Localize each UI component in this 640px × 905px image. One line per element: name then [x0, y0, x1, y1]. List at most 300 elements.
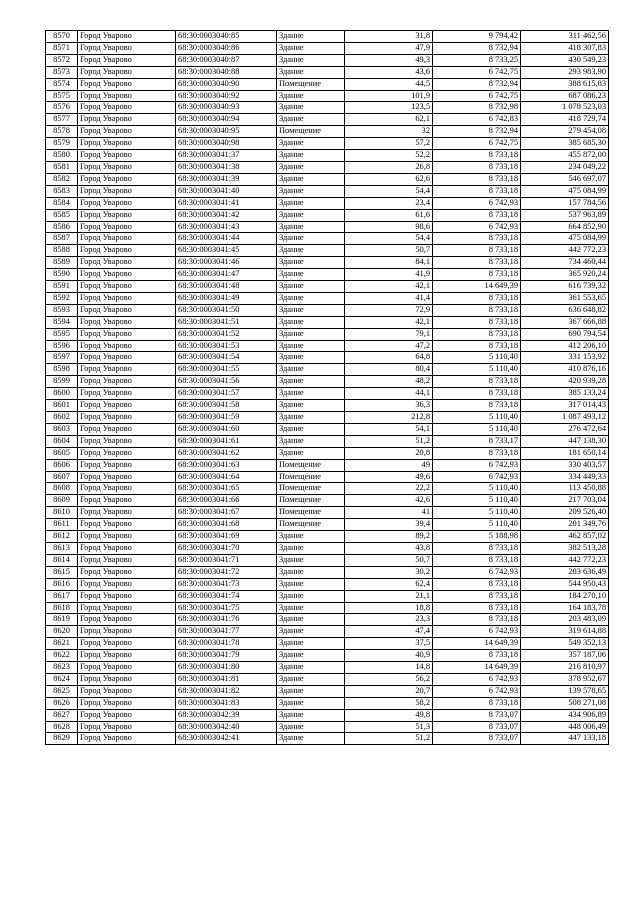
area-cell: 39,4: [345, 519, 433, 531]
settlement-cell: Город Уварово: [78, 173, 176, 185]
cadastral-value-cell: 418 729,74: [521, 114, 609, 126]
area-cell: 49,6: [345, 471, 433, 483]
cadastral-value-cell: 217 703,04: [521, 495, 609, 507]
specific-value-cell: 6 742,93: [433, 566, 521, 578]
area-cell: 44,1: [345, 388, 433, 400]
cadastral-value-cell: 636 648,82: [521, 304, 609, 316]
settlement-cell: Город Уварово: [78, 507, 176, 519]
settlement-cell: Город Уварово: [78, 78, 176, 90]
cadastral-number-cell: 68:30:0003041:71: [176, 554, 277, 566]
cadastral-number-cell: 68:30:0003041:82: [176, 685, 277, 697]
area-cell: 23,4: [345, 197, 433, 209]
cadastral-value-cell: 357 187,06: [521, 650, 609, 662]
cadastral-value-cell: 157 784,56: [521, 197, 609, 209]
row-number-cell: 8611: [46, 519, 78, 531]
table-row: [46, 245, 609, 257]
specific-value-cell: 14 649,39: [433, 281, 521, 293]
specific-value-cell: 8 733,18: [433, 578, 521, 590]
object-type-cell: Здание: [277, 185, 345, 197]
row-number-cell: 8594: [46, 316, 78, 328]
table-row: [46, 447, 609, 459]
cadastral-number-cell: 68:30:0003041:56: [176, 376, 277, 388]
table-row: [46, 78, 609, 90]
area-cell: 80,4: [345, 364, 433, 376]
settlement-cell: Город Уварово: [78, 388, 176, 400]
cadastral-value-cell: 388 615,83: [521, 78, 609, 90]
area-cell: 43,6: [345, 66, 433, 78]
area-cell: 37,5: [345, 638, 433, 650]
specific-value-cell: 5 110,40: [433, 483, 521, 495]
settlement-cell: Город Уварово: [78, 197, 176, 209]
object-type-cell: Здание: [277, 709, 345, 721]
settlement-cell: Город Уварово: [78, 364, 176, 376]
area-cell: 41,4: [345, 292, 433, 304]
specific-value-cell: 8 732,98: [433, 102, 521, 114]
table-row: [46, 138, 609, 150]
area-cell: 62,4: [345, 578, 433, 590]
row-number-cell: 8572: [46, 54, 78, 66]
row-number-cell: 8580: [46, 150, 78, 162]
settlement-cell: Город Уварово: [78, 590, 176, 602]
row-number-cell: 8577: [46, 114, 78, 126]
area-cell: 58,2: [345, 697, 433, 709]
object-type-cell: Здание: [277, 447, 345, 459]
cadastral-number-cell: 68:30:0003041:72: [176, 566, 277, 578]
cadastral-value-cell: 234 049,22: [521, 161, 609, 173]
row-number-cell: 8623: [46, 662, 78, 674]
cadastral-number-cell: 68:30:0003041:39: [176, 173, 277, 185]
table-row: [46, 459, 609, 471]
cadastral-value-cell: 385 133,24: [521, 388, 609, 400]
row-number-cell: 8576: [46, 102, 78, 114]
area-cell: 98,6: [345, 221, 433, 233]
cadastral-value-cell: 203 636,49: [521, 566, 609, 578]
specific-value-cell: 8 733,17: [433, 435, 521, 447]
area-cell: 49,8: [345, 709, 433, 721]
specific-value-cell: 5 110,40: [433, 364, 521, 376]
cadastral-value-cell: 418 307,83: [521, 42, 609, 54]
cadastral-value-cell: 442 772,23: [521, 245, 609, 257]
table-row: [46, 423, 609, 435]
table-row: [46, 495, 609, 507]
cadastral-value-cell: 331 153,92: [521, 352, 609, 364]
object-type-cell: Здание: [277, 233, 345, 245]
settlement-cell: Город Уварово: [78, 685, 176, 697]
row-number-cell: 8629: [46, 733, 78, 745]
table-row: [46, 173, 609, 185]
settlement-cell: Город Уварово: [78, 257, 176, 269]
area-cell: 23,3: [345, 614, 433, 626]
cadastral-value-cell: 319 614,88: [521, 626, 609, 638]
cadastral-value-cell: 382 513,28: [521, 542, 609, 554]
object-type-cell: Здание: [277, 590, 345, 602]
document-page: [45, 30, 609, 745]
cadastral-value-cell: 430 549,23: [521, 54, 609, 66]
row-number-cell: 8622: [46, 650, 78, 662]
table-row: [46, 554, 609, 566]
cadastral-value-cell: 385 685,30: [521, 138, 609, 150]
cadastral-number-cell: 68:30:0003040:86: [176, 42, 277, 54]
specific-value-cell: 8 733,18: [433, 150, 521, 162]
specific-value-cell: 8 733,18: [433, 447, 521, 459]
specific-value-cell: 8 733,18: [433, 209, 521, 221]
row-number-cell: 8595: [46, 328, 78, 340]
cadastral-value-cell: 475 084,99: [521, 233, 609, 245]
object-type-cell: Здание: [277, 388, 345, 400]
object-type-cell: Помещение: [277, 78, 345, 90]
area-cell: 51,2: [345, 733, 433, 745]
table-row: [46, 733, 609, 745]
cadastral-value-cell: 276 472,64: [521, 423, 609, 435]
cadastral-number-cell: 68:30:0003041:44: [176, 233, 277, 245]
settlement-cell: Город Уварово: [78, 126, 176, 138]
table-row: [46, 566, 609, 578]
cadastral-number-cell: 68:30:0003041:63: [176, 459, 277, 471]
object-type-cell: Здание: [277, 66, 345, 78]
cadastral-number-cell: 68:30:0003041:73: [176, 578, 277, 590]
settlement-cell: Город Уварово: [78, 328, 176, 340]
specific-value-cell: 8 733,18: [433, 697, 521, 709]
settlement-cell: Город Уварово: [78, 400, 176, 412]
table-row: [46, 185, 609, 197]
object-type-cell: Здание: [277, 31, 345, 43]
cadastral-number-cell: 68:30:0003040:88: [176, 66, 277, 78]
object-type-cell: Здание: [277, 733, 345, 745]
cadastral-value-cell: 410 876,16: [521, 364, 609, 376]
specific-value-cell: 6 742,75: [433, 90, 521, 102]
area-cell: 84,1: [345, 257, 433, 269]
settlement-cell: Город Уварово: [78, 459, 176, 471]
row-number-cell: 8625: [46, 685, 78, 697]
row-number-cell: 8597: [46, 352, 78, 364]
object-type-cell: Помещение: [277, 507, 345, 519]
settlement-cell: Город Уварово: [78, 554, 176, 566]
specific-value-cell: 6 742,75: [433, 138, 521, 150]
table-row: [46, 507, 609, 519]
settlement-cell: Город Уварово: [78, 471, 176, 483]
cadastral-value-cell: 734 460,44: [521, 257, 609, 269]
settlement-cell: Город Уварово: [78, 495, 176, 507]
settlement-cell: Город Уварово: [78, 626, 176, 638]
settlement-cell: Город Уварово: [78, 150, 176, 162]
specific-value-cell: 8 733,18: [433, 340, 521, 352]
object-type-cell: Помещение: [277, 483, 345, 495]
area-cell: 36,3: [345, 400, 433, 412]
area-cell: 49: [345, 459, 433, 471]
settlement-cell: Город Уварово: [78, 138, 176, 150]
cadastral-value-cell: 690 794,54: [521, 328, 609, 340]
cadastral-number-cell: 68:30:0003041:58: [176, 400, 277, 412]
object-type-cell: Здание: [277, 209, 345, 221]
row-number-cell: 8584: [46, 197, 78, 209]
row-number-cell: 8585: [46, 209, 78, 221]
table-row: [46, 578, 609, 590]
settlement-cell: Город Уварово: [78, 233, 176, 245]
specific-value-cell: 5 110,40: [433, 507, 521, 519]
specific-value-cell: 14 649,39: [433, 638, 521, 650]
specific-value-cell: 8 733,18: [433, 554, 521, 566]
row-number-cell: 8602: [46, 412, 78, 424]
specific-value-cell: 8 733,07: [433, 709, 521, 721]
specific-value-cell: 6 742,75: [433, 66, 521, 78]
cadastral-number-cell: 68:30:0003041:69: [176, 531, 277, 543]
table-row: [46, 471, 609, 483]
cadastral-number-cell: 68:30:0003041:48: [176, 281, 277, 293]
specific-value-cell: 8 733,18: [433, 316, 521, 328]
area-cell: 50,7: [345, 554, 433, 566]
cadastral-number-cell: 68:30:0003041:41: [176, 197, 277, 209]
cadastral-value-cell: 181 650,14: [521, 447, 609, 459]
row-number-cell: 8596: [46, 340, 78, 352]
area-cell: 47,4: [345, 626, 433, 638]
specific-value-cell: 8 733,18: [433, 233, 521, 245]
settlement-cell: Город Уварово: [78, 721, 176, 733]
settlement-cell: Город Уварово: [78, 673, 176, 685]
settlement-cell: Город Уварово: [78, 161, 176, 173]
cadastral-number-cell: 68:30:0003041:74: [176, 590, 277, 602]
object-type-cell: Здание: [277, 197, 345, 209]
object-type-cell: Здание: [277, 364, 345, 376]
table-row: [46, 281, 609, 293]
settlement-cell: Город Уварово: [78, 519, 176, 531]
object-type-cell: Помещение: [277, 471, 345, 483]
cadastral-value-cell: 334 449,33: [521, 471, 609, 483]
settlement-cell: Город Уварово: [78, 566, 176, 578]
specific-value-cell: 9 794,42: [433, 31, 521, 43]
row-number-cell: 8590: [46, 269, 78, 281]
object-type-cell: Здание: [277, 150, 345, 162]
specific-value-cell: 8 733,18: [433, 292, 521, 304]
object-type-cell: Здание: [277, 435, 345, 447]
specific-value-cell: 8 733,07: [433, 733, 521, 745]
row-number-cell: 8588: [46, 245, 78, 257]
table-row: [46, 90, 609, 102]
table-row: [46, 590, 609, 602]
table-row: [46, 709, 609, 721]
settlement-cell: Город Уварово: [78, 340, 176, 352]
area-cell: 61,6: [345, 209, 433, 221]
area-cell: 40,9: [345, 650, 433, 662]
row-number-cell: 8607: [46, 471, 78, 483]
settlement-cell: Город Уварово: [78, 709, 176, 721]
area-cell: 54,1: [345, 423, 433, 435]
cadastral-value-cell: 365 920,24: [521, 269, 609, 281]
area-cell: 41: [345, 507, 433, 519]
row-number-cell: 8621: [46, 638, 78, 650]
row-number-cell: 8618: [46, 602, 78, 614]
object-type-cell: Здание: [277, 42, 345, 54]
specific-value-cell: 8 732,94: [433, 78, 521, 90]
specific-value-cell: 6 742,93: [433, 471, 521, 483]
specific-value-cell: 8 733,18: [433, 269, 521, 281]
row-number-cell: 8573: [46, 66, 78, 78]
area-cell: 62,6: [345, 173, 433, 185]
settlement-cell: Город Уварово: [78, 221, 176, 233]
cadastral-number-cell: 68:30:0003041:52: [176, 328, 277, 340]
table-row: [46, 66, 609, 78]
settlement-cell: Город Уварово: [78, 542, 176, 554]
object-type-cell: Здание: [277, 638, 345, 650]
settlement-cell: Город Уварово: [78, 662, 176, 674]
settlement-cell: Город Уварово: [78, 90, 176, 102]
row-number-cell: 8579: [46, 138, 78, 150]
settlement-cell: Город Уварово: [78, 209, 176, 221]
specific-value-cell: 8 732,94: [433, 126, 521, 138]
object-type-cell: Здание: [277, 340, 345, 352]
table-row: [46, 388, 609, 400]
cadastral-number-cell: 68:30:0003041:62: [176, 447, 277, 459]
row-number-cell: 8583: [46, 185, 78, 197]
area-cell: 64,8: [345, 352, 433, 364]
settlement-cell: Город Уварово: [78, 638, 176, 650]
object-type-cell: Здание: [277, 376, 345, 388]
object-type-cell: Помещение: [277, 126, 345, 138]
row-number-cell: 8609: [46, 495, 78, 507]
row-number-cell: 8571: [46, 42, 78, 54]
object-type-cell: Здание: [277, 685, 345, 697]
table-row: [46, 102, 609, 114]
object-type-cell: Здание: [277, 662, 345, 674]
cadastral-value-cell: 378 952,67: [521, 673, 609, 685]
area-cell: 57,2: [345, 138, 433, 150]
row-number-cell: 8582: [46, 173, 78, 185]
area-cell: 47,2: [345, 340, 433, 352]
area-cell: 47,9: [345, 42, 433, 54]
area-cell: 50,7: [345, 245, 433, 257]
cadastral-value-cell: 549 352,13: [521, 638, 609, 650]
area-cell: 101,9: [345, 90, 433, 102]
specific-value-cell: 6 742,93: [433, 459, 521, 471]
specific-value-cell: 8 733,18: [433, 388, 521, 400]
object-type-cell: Здание: [277, 221, 345, 233]
specific-value-cell: 8 733,18: [433, 614, 521, 626]
row-number-cell: 8591: [46, 281, 78, 293]
object-type-cell: Здание: [277, 173, 345, 185]
cadastral-number-cell: 68:30:0003041:54: [176, 352, 277, 364]
cadastral-number-cell: 68:30:0003041:59: [176, 412, 277, 424]
table-row: [46, 233, 609, 245]
settlement-cell: Город Уварово: [78, 304, 176, 316]
cadastral-value-cell: 664 852,90: [521, 221, 609, 233]
cadastral-value-cell: 184 270,10: [521, 590, 609, 602]
row-number-cell: 8627: [46, 709, 78, 721]
settlement-cell: Город Уварово: [78, 447, 176, 459]
area-cell: 31,8: [345, 31, 433, 43]
table-row: [46, 150, 609, 162]
row-number-cell: 8600: [46, 388, 78, 400]
settlement-cell: Город Уварово: [78, 435, 176, 447]
object-type-cell: Здание: [277, 138, 345, 150]
settlement-cell: Город Уварово: [78, 602, 176, 614]
table-row: [46, 376, 609, 388]
settlement-cell: Город Уварово: [78, 423, 176, 435]
specific-value-cell: 14 649,39: [433, 662, 521, 674]
area-cell: 43,8: [345, 542, 433, 554]
area-cell: 18,8: [345, 602, 433, 614]
object-type-cell: Здание: [277, 554, 345, 566]
table-row: [46, 638, 609, 650]
row-number-cell: 8610: [46, 507, 78, 519]
area-cell: 44,5: [345, 78, 433, 90]
cadastral-value-cell: 139 578,65: [521, 685, 609, 697]
cadastral-number-cell: 68:30:0003041:46: [176, 257, 277, 269]
table-row: [46, 697, 609, 709]
area-cell: 41,9: [345, 269, 433, 281]
cadastral-number-cell: 68:30:0003040:94: [176, 114, 277, 126]
cadastral-number-cell: 68:30:0003040:87: [176, 54, 277, 66]
cadastral-value-cell: 447 133,18: [521, 733, 609, 745]
object-type-cell: Здание: [277, 54, 345, 66]
settlement-cell: Город Уварово: [78, 269, 176, 281]
row-number-cell: 8626: [46, 697, 78, 709]
area-cell: 26,8: [345, 161, 433, 173]
row-number-cell: 8581: [46, 161, 78, 173]
table-row: [46, 364, 609, 376]
cadastral-number-cell: 68:30:0003041:77: [176, 626, 277, 638]
area-cell: 79,1: [345, 328, 433, 340]
cadastral-value-cell: 209 526,40: [521, 507, 609, 519]
row-number-cell: 8608: [46, 483, 78, 495]
cadastral-value-cell: 537 963,89: [521, 209, 609, 221]
table-row: [46, 42, 609, 54]
object-type-cell: Здание: [277, 566, 345, 578]
table-row: [46, 54, 609, 66]
cadastral-number-cell: 68:30:0003041:45: [176, 245, 277, 257]
object-type-cell: Здание: [277, 269, 345, 281]
cadastral-number-cell: 68:30:0003040:93: [176, 102, 277, 114]
cadastral-value-cell: 311 462,56: [521, 31, 609, 43]
table-row: [46, 614, 609, 626]
cadastral-number-cell: 68:30:0003040:85: [176, 31, 277, 43]
row-number-cell: 8598: [46, 364, 78, 376]
table-row: [46, 650, 609, 662]
area-cell: 42,6: [345, 495, 433, 507]
cadastral-number-cell: 68:30:0003041:75: [176, 602, 277, 614]
specific-value-cell: 5 188,98: [433, 531, 521, 543]
area-cell: 21,1: [345, 590, 433, 602]
cadastral-number-cell: 68:30:0003041:78: [176, 638, 277, 650]
object-type-cell: Помещение: [277, 459, 345, 471]
specific-value-cell: 8 733,18: [433, 161, 521, 173]
cadastral-value-cell: 544 950,43: [521, 578, 609, 590]
cadastral-number-cell: 68:30:0003041:65: [176, 483, 277, 495]
cadastral-number-cell: 68:30:0003041:53: [176, 340, 277, 352]
table-row: [46, 209, 609, 221]
cadastral-number-cell: 68:30:0003041:38: [176, 161, 277, 173]
table-row: [46, 31, 609, 43]
settlement-cell: Город Уварово: [78, 292, 176, 304]
object-type-cell: Здание: [277, 292, 345, 304]
specific-value-cell: 8 733,18: [433, 257, 521, 269]
table-row: [46, 400, 609, 412]
table-row: [46, 673, 609, 685]
area-cell: 49,3: [345, 54, 433, 66]
object-type-cell: Здание: [277, 281, 345, 293]
row-number-cell: 8603: [46, 423, 78, 435]
specific-value-cell: 8 733,25: [433, 54, 521, 66]
area-cell: 42,1: [345, 316, 433, 328]
specific-value-cell: 6 742,93: [433, 626, 521, 638]
specific-value-cell: 5 110,40: [433, 495, 521, 507]
object-type-cell: Здание: [277, 352, 345, 364]
cadastral-number-cell: 68:30:0003040:98: [176, 138, 277, 150]
row-number-cell: 8601: [46, 400, 78, 412]
table-row: [46, 685, 609, 697]
object-type-cell: Здание: [277, 114, 345, 126]
table-row: [46, 412, 609, 424]
specific-value-cell: 8 733,07: [433, 721, 521, 733]
row-number-cell: 8617: [46, 590, 78, 602]
